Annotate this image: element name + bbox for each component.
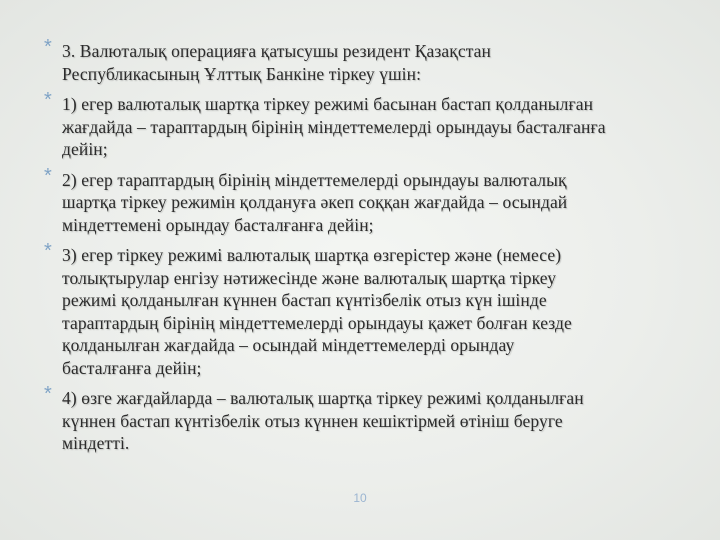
bullet-asterisk-icon: * (44, 164, 52, 187)
item-text (62, 244, 684, 379)
text-line: басталғанға дейін; (62, 357, 202, 378)
list-item (44, 36, 684, 85)
slide-body (44, 36, 684, 463)
bullet-asterisk-icon: * (44, 383, 52, 405)
text-line: толықтырулар енгізу нәтижесінде және валюталық шартқа тіркеу (62, 267, 557, 288)
bullet-asterisk-icon: * (44, 36, 52, 58)
text-line: Республикасының Ұлттық Банкіне тіркеу үшін: (62, 63, 422, 84)
text-line: қолданылған жағдайда – осындай міндеттемелерді орындау (62, 335, 515, 355)
item-text (62, 40, 684, 85)
text-line: 2) егер тараптардың бірінің міндеттемелерді орындауы валюталық (62, 169, 567, 190)
text-line: дейін; (62, 139, 108, 159)
item-text (62, 169, 684, 237)
page-number: 10 (353, 491, 367, 505)
list-item (44, 240, 684, 379)
text-line: режимі қолданылған күннен бастап күнтізбелік отыз күн ішінде (62, 290, 547, 310)
text-line: күннен бастап күнтізбелік отыз күннен кешіктірмей өтініш беруге (62, 410, 563, 431)
text-line: жағдайда – тараптардың бірінің міндеттемелерді орындауы басталғанға (62, 116, 606, 137)
bullet-asterisk-icon: * (44, 89, 52, 111)
list-item (44, 89, 684, 161)
text-line: міндетті. (62, 433, 130, 453)
item-text (62, 387, 684, 455)
text-line: тараптардың бірінің міндеттемелерді орындауы қажет болған кезде (62, 312, 572, 333)
text-line: 4) өзге жағдайларда – валюталық шартқа тіркеу режимі қолданылған (62, 388, 584, 408)
text-line: 1) егер валюталық шартқа тіркеу режимі басынан бастап қолданылған (62, 94, 594, 114)
list-item (44, 383, 684, 455)
list-item (44, 164, 684, 237)
text-line: міндеттемені орындау басталғанға дейін; (62, 214, 374, 235)
text-line: 3. Валюталық операцияға қатысушы резидент Қазақстан (62, 41, 491, 61)
text-line: 3) егер тіркеу режимі валюталық шартқа өзгерістер және (немесе) (62, 245, 562, 265)
item-text (62, 93, 684, 161)
text-line: шартқа тіркеу режимін қолдануға әкеп соққан жағдайда – осындай (62, 192, 568, 212)
bullet-asterisk-icon: * (44, 240, 52, 262)
